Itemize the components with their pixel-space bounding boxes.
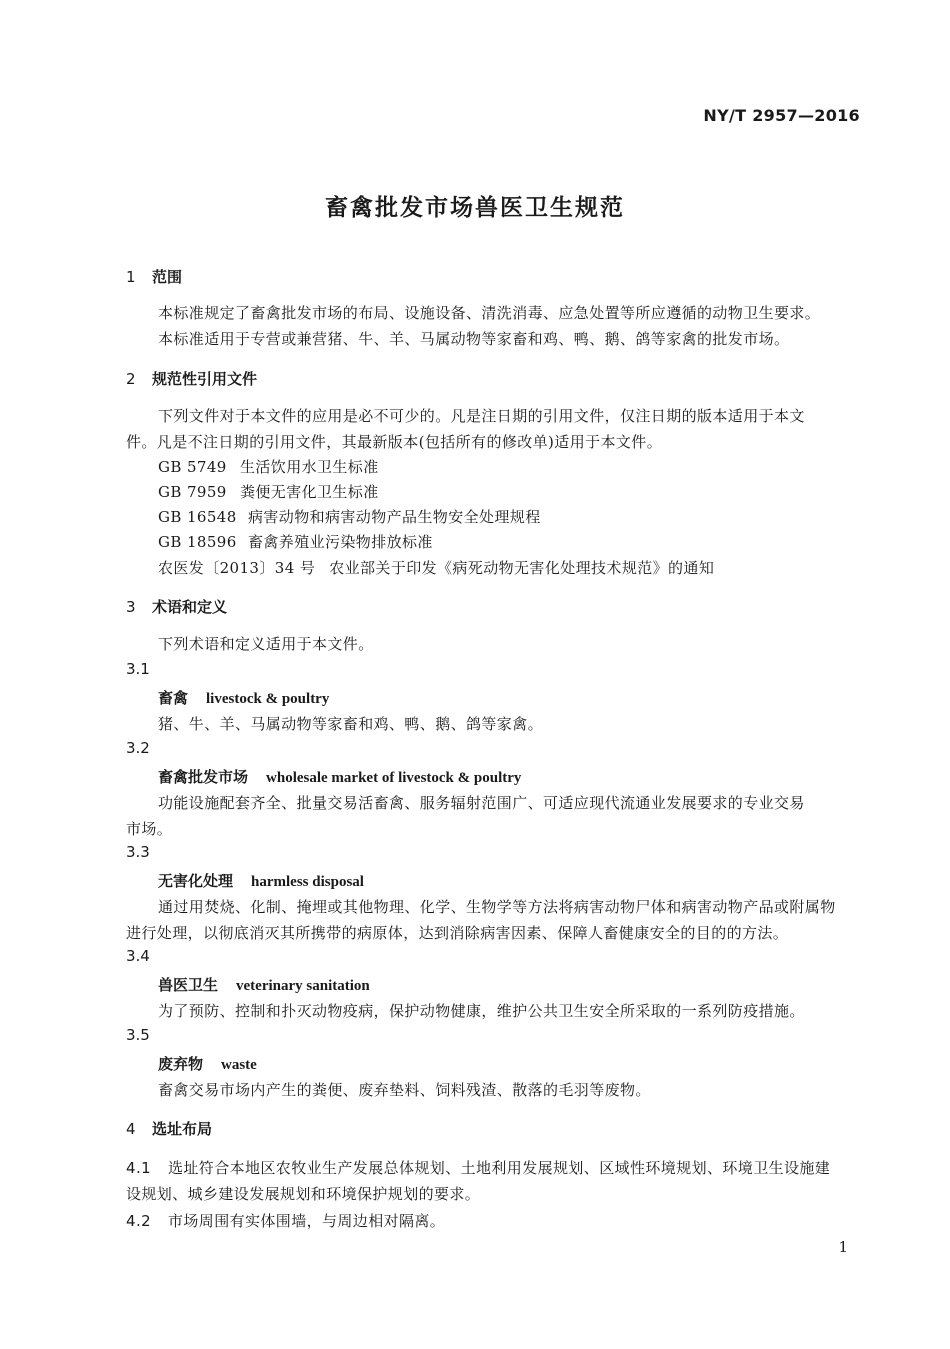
section-title: 范围 (152, 268, 183, 286)
term-definition: 市场。 (126, 820, 173, 838)
paragraph: 本标准适用于专营或兼营猪、牛、羊、马属动物等家畜和鸡、鸭、鹅、鸽等家禽的批发市场。 (158, 330, 790, 348)
section-title: 选址布局 (152, 1120, 213, 1138)
term-en: wholesale market of livestock & poultry (266, 770, 522, 786)
term-definition: 为了预防、控制和扑灭动物疫病，保护动物健康，维护公共卫生安全所采取的一系列防疫措施。 (158, 1002, 805, 1020)
paragraph: 本标准规定了畜禽批发市场的布局、设施设备、清洗消毒、应急处置等所应遵循的动物卫生要求。 (158, 304, 821, 322)
reference-code: GB 18596 (158, 533, 237, 551)
reference-title: 粪便无害化卫生标准 (240, 483, 379, 501)
clause-item (126, 1210, 445, 1231)
term-definition: 猪、牛、羊、马属动物等家畜和鸡、鸭、鹅、鸽等家禽。 (158, 715, 544, 733)
reference-code: 农医发〔2013〕34 号 (158, 559, 316, 577)
term-number: 3.3 (126, 843, 150, 861)
term-definition: 畜禽交易市场内产生的粪便、废弃垫料、饲料残渣、散落的毛羽等废物。 (158, 1081, 651, 1099)
term-heading (158, 1053, 257, 1074)
reference-title: 病害动物和病害动物产品生物安全处理规程 (248, 508, 541, 526)
term-definition: 通过用焚烧、化制、掩埋或其他物理、化学、生物学等方法将病害动物尸体和病害动物产品或附属物 (158, 898, 836, 916)
section-number: 1 (126, 268, 136, 286)
term-cn: 无害化处理 (158, 872, 234, 890)
term-number: 3.4 (126, 947, 150, 965)
term-heading (158, 766, 521, 787)
term-heading (158, 870, 364, 891)
term-en: waste (221, 1057, 257, 1073)
reference-item (158, 506, 541, 527)
reference-code: GB 16548 (158, 508, 237, 526)
reference-title: 畜禽养殖业污染物排放标准 (248, 533, 433, 551)
reference-item (158, 557, 714, 578)
paragraph: 下列术语和定义适用于本文件。 (158, 635, 374, 653)
reference-item (158, 481, 379, 502)
term-definition: 进行处理，以彻底消灭其所携带的病原体，达到消除病害因素、保障人畜健康安全的目的的方法。 (126, 924, 789, 942)
section-title: 术语和定义 (152, 598, 228, 616)
section-number: 3 (126, 598, 136, 616)
reference-item (158, 531, 433, 552)
clause-text: 市场周围有实体围墙，与周边相对隔离。 (168, 1212, 446, 1230)
clause-number: 4.2 (126, 1212, 152, 1230)
term-en: veterinary sanitation (236, 978, 370, 994)
paragraph: 下列文件对于本文件的应用是必不可少的。凡是注日期的引用文件，仅注日期的版本适用于本文 (158, 407, 805, 425)
term-heading (158, 687, 329, 708)
term-cn: 畜禽批发市场 (158, 768, 249, 786)
document-title: 畜禽批发市场兽医卫生规范 (325, 195, 625, 221)
clause-text: 选址符合本地区农牧业生产发展总体规划、土地利用发展规划、区域性环境规划、环境卫生设施建 (168, 1159, 831, 1177)
standard-code: NY/T 2957—2016 (703, 106, 860, 125)
reference-title: 农业部关于印发《病死动物无害化处理技术规范》的通知 (329, 559, 715, 577)
term-definition: 功能设施配套齐全、批量交易活畜禽、服务辐射范围广、可适应现代流通业发展要求的专业交易 (158, 794, 805, 812)
term-number: 3.5 (126, 1026, 150, 1044)
section-number: 2 (126, 370, 136, 388)
reference-item (158, 456, 379, 477)
section-1-heading (126, 266, 182, 287)
section-number: 4 (126, 1120, 136, 1138)
term-en: livestock & poultry (206, 691, 330, 707)
term-number: 3.1 (126, 660, 150, 678)
term-cn: 废弃物 (158, 1055, 204, 1073)
reference-title: 生活饮用水卫生标准 (240, 458, 379, 476)
reference-code: GB 5749 (158, 458, 227, 476)
reference-code: GB 7959 (158, 483, 227, 501)
clause-text: 设规划、城乡建设发展规划和环境保护规划的要求。 (126, 1185, 481, 1203)
term-heading (158, 974, 370, 995)
section-3-heading (126, 596, 227, 617)
section-2-heading (126, 368, 257, 389)
term-cn: 畜禽 (158, 689, 189, 707)
clause-number: 4.1 (126, 1159, 152, 1177)
section-4-heading (126, 1118, 212, 1139)
section-title: 规范性引用文件 (152, 370, 258, 388)
page-number: 1 (838, 1238, 848, 1256)
clause-item (126, 1157, 830, 1178)
term-number: 3.2 (126, 739, 150, 757)
paragraph: 件。凡是不注日期的引用文件，其最新版本(包括所有的修改单)适用于本文件。 (126, 433, 663, 451)
term-cn: 兽医卫生 (158, 976, 219, 994)
term-en: harmless disposal (251, 874, 364, 890)
